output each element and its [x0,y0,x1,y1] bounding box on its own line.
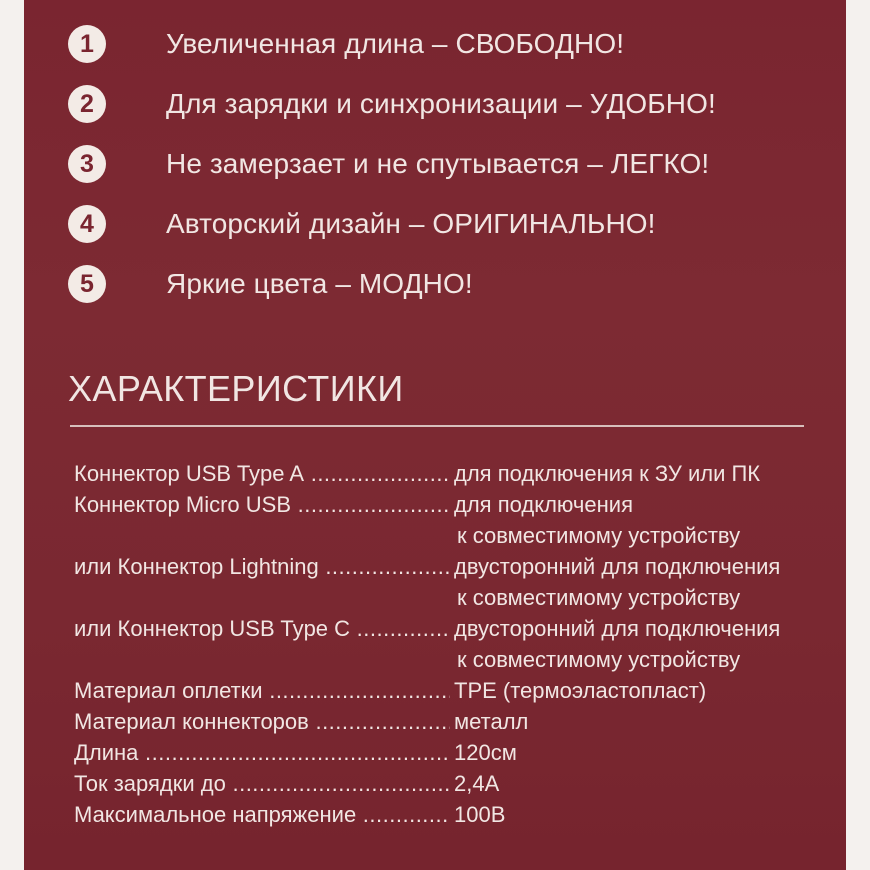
spec-key: Материал оплетки ..... [74,675,450,706]
spec-value-line: двусторонний для подключения [454,616,781,641]
feature-text: Увеличенная длина – СВОБОДНО! [166,28,625,59]
spec-value [454,706,528,737]
feature-text: Для зарядки и синхронизации – УДОБНО! [166,88,716,119]
spec-value [454,613,780,675]
spec-value-line: 2,4А [454,771,500,796]
divider [70,425,804,427]
spec-value-line: к совместимому устройству [457,523,741,548]
spec-value [454,551,780,613]
spec-value-line: TPE (термоэластопласт) [454,678,707,703]
spec-key: Максимальное напряжение ..... [74,799,450,830]
spec-value-line: для подключения к ЗУ или ПК [454,461,761,486]
feature-text: Авторский дизайн – ОРИГИНАЛЬНО! [166,208,656,239]
spec-key: Материал коннекторов ..... [74,706,450,737]
spec-value-line: 120см [454,740,517,765]
spec-key: Коннектор USB Type A ..... [74,458,450,489]
feature-item [24,138,846,194]
spec-value [454,768,499,799]
feature-number-badge: 5 [68,265,106,303]
feature-number-badge: 3 [68,145,106,183]
spec-value-line: 100В [454,802,506,827]
spec-value [454,737,517,768]
spec-value-line: к совместимому устройству [457,647,741,672]
spec-value [454,799,505,830]
spec-value [454,458,760,489]
feature-item [24,198,846,254]
spec-key: Длина ..... [74,737,450,768]
packaging-panel [24,0,846,870]
feature-number-badge: 1 [68,25,106,63]
feature-item [24,18,846,74]
spec-key: Ток зарядки до ..... [74,768,450,799]
spec-value [454,489,740,551]
feature-text: Не замерзает и не спутывается – ЛЕГКО! [166,148,710,179]
spec-value-line: к совместимому устройству [457,585,741,610]
feature-number-badge: 4 [68,205,106,243]
feature-item [24,258,846,314]
spec-value-line: двусторонний для подключения [454,554,781,579]
feature-text: Яркие цвета – МОДНО! [166,268,473,299]
spec-key: Коннектор Micro USB ..... [74,489,450,520]
feature-item [24,78,846,134]
feature-number-badge: 2 [68,85,106,123]
spec-value-line: металл [454,709,529,734]
spec-key: или Коннектор USB Type C ..... [74,613,450,644]
spec-value [454,675,706,706]
specs-heading: ХАРАКТЕРИСТИКИ [68,368,404,409]
spec-key: или Коннектор Lightning ..... [74,551,450,582]
spec-value-line: для подключения [454,492,633,517]
